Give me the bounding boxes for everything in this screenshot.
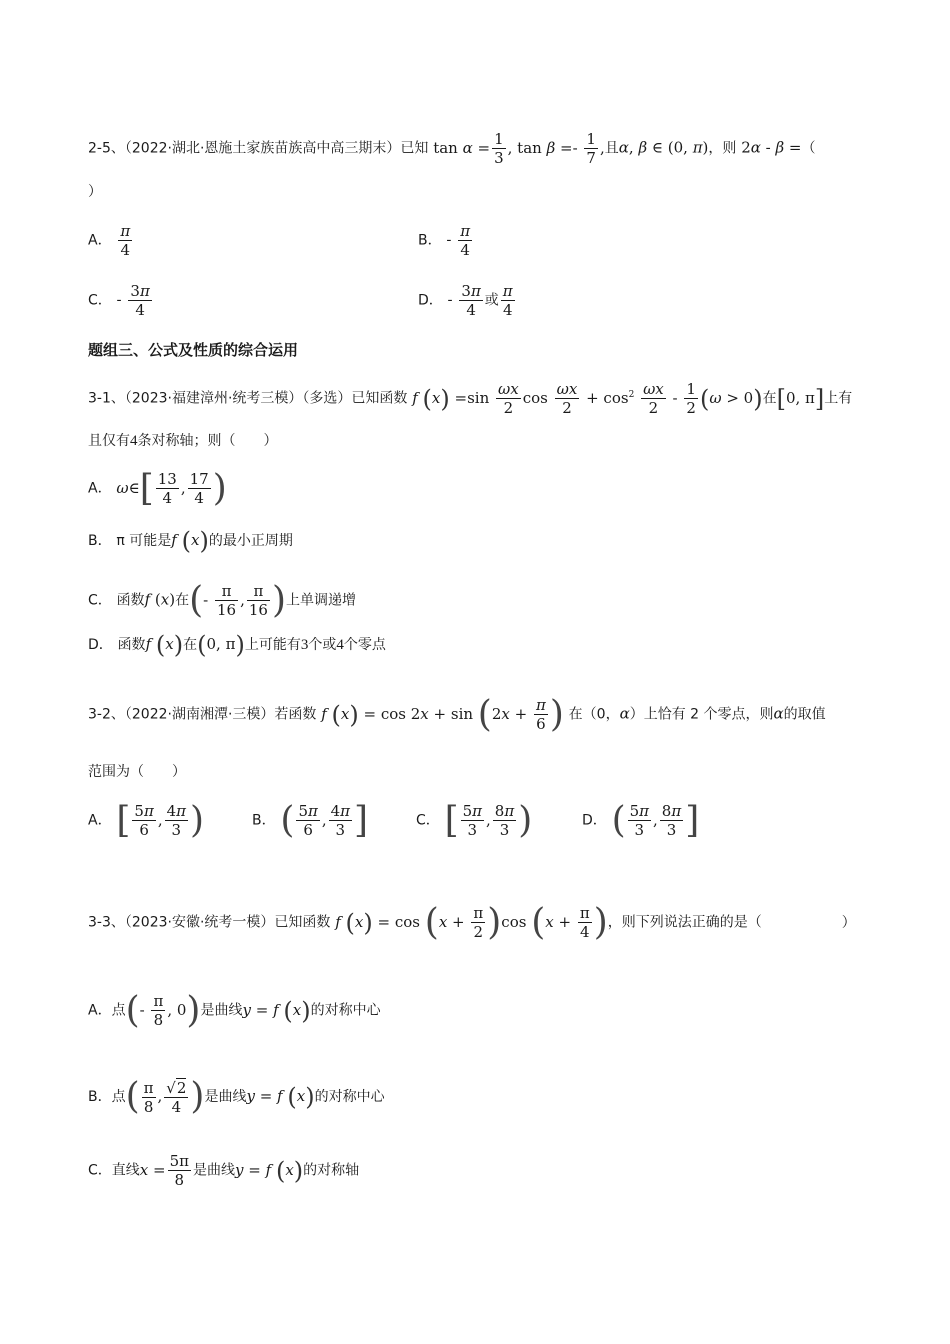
or-text: 或 [484, 292, 499, 309]
choice-c-math: [ $\frac{5\pi}{3}$ , $\frac{8\pi}{3}$ ) [444, 799, 533, 841]
q31-option-b[interactable] [88, 527, 293, 555]
q31-stem-line2 [88, 430, 278, 451]
option-c-interval: (- $\frac{\pi}{16}$ , $\frac{\pi}{16}$ ) [189, 579, 286, 621]
q25-source: （2022·湖北·恩施土家族苗族高中高三期末） [124, 140, 401, 157]
q32-choice-d[interactable] [582, 799, 700, 841]
option-b-curve: y = f (x) [246, 1083, 315, 1111]
option-c-math: f (x) [144, 590, 176, 609]
option-d-text-3: 上可能有 [244, 637, 301, 653]
choice-label: A． [88, 232, 112, 249]
choice-a-math: $\frac{\pi}{4}$ [120, 222, 131, 259]
choice-d-math-1: $\frac{3\pi}{4}$ [461, 282, 481, 319]
choice-b-math: $\frac{\pi}{4}$ [460, 222, 471, 259]
choice-label: C． [416, 812, 440, 829]
option-b-text: π 可能是 [116, 533, 172, 549]
choice-label: B． [418, 232, 442, 249]
option-label: C． [88, 592, 112, 609]
q33-number: 3-3、 [88, 914, 125, 931]
q32-choice-a[interactable] [88, 799, 205, 841]
q31-tail: 上有 [824, 390, 853, 407]
option-label: D． [88, 637, 113, 653]
q32-function-math: f (x) = cos 2x + sin (2x + $\frac{\pi}{6}$ ) [321, 693, 564, 735]
q33-option-a[interactable] [88, 989, 381, 1031]
q25-choice-a[interactable] [88, 222, 134, 259]
choice-a-math: [ $\frac{5\pi}{6}$ , $\frac{4\pi}{3}$ ) [116, 799, 205, 841]
option-label: A． [88, 480, 112, 497]
q32-alpha: α [619, 704, 630, 723]
option-a-curve: y = f (x) [242, 996, 311, 1025]
option-a-text-3: 的对称中心 [310, 1002, 381, 1019]
q31-line2: 且仅有 [88, 433, 130, 449]
q31-option-a[interactable] [88, 467, 227, 509]
option-a-point: (- $\frac{\pi}{8}$ , 0) [125, 989, 201, 1031]
q33-function-math: f (x) = cos (x + $\frac{\pi}{2}$ )cos (x + $\frac{\pi}{4}$ ) [335, 901, 608, 943]
choice-label: A． [88, 812, 112, 829]
q25-number: 2-5、 [88, 140, 125, 157]
q33-close: ） [841, 914, 856, 931]
q31-number: 3-1、 [88, 390, 125, 407]
q25-target-math: 2α - β = [741, 138, 802, 157]
q31-in: 在 [762, 390, 777, 407]
option-d-text: 函数 [117, 637, 146, 653]
q32-alpha-2: α [773, 704, 784, 723]
option-b-text-3: 的对称中心 [314, 1089, 385, 1105]
choice-d-math-2: $\frac{\pi}{4}$ [502, 282, 513, 319]
q31-function-math: f (x) =sin $\frac{\omega x}{2}$ cos $\frac{\omega x}{2}$ + $\cos^2$ $\frac{\omega x}{2}$ - $\frac{1}{2}$ (ω > 0) [412, 380, 763, 417]
option-a-math: ω∈[ $\frac{13}{4}$ , $\frac{17}{4}$ ) [116, 467, 227, 509]
q31-option-d[interactable] [88, 631, 386, 659]
q32-choice-b[interactable] [252, 799, 369, 841]
option-d-n3: 3 [300, 637, 309, 653]
q25-known: 已知 [400, 140, 429, 157]
option-b-text-2: 是曲线 [204, 1089, 247, 1105]
q33-source: （2023·安徽·统考一模） [124, 914, 275, 931]
q25-then: ，则 [708, 140, 737, 157]
option-c-text: 函数 [116, 592, 145, 609]
choice-label: B． [252, 812, 276, 829]
option-c-text-2: 是曲线 [193, 1162, 235, 1179]
option-b-text: 点 [111, 1089, 126, 1105]
q25-condition-math: tan α = $\frac{1}{3}$ , tan β =- $\frac{1}{7}$ , [433, 130, 605, 167]
q33-lead: 已知函数 [274, 914, 331, 931]
choice-b-math: ( $\frac{5\pi}{6}$ , $\frac{4\pi}{3}$ ] [280, 799, 369, 841]
option-d-n4: 4 [336, 637, 344, 653]
q32-tail3: 的取值 [783, 706, 826, 723]
option-d-math: f (x) [145, 631, 184, 659]
q31-interval-math: [0, π] [776, 384, 825, 413]
choice-d-math: ( $\frac{5\pi}{3}$ , $\frac{8\pi}{3}$ ] [611, 799, 700, 841]
q25-choice-b[interactable]: B． - $\frac{\pi}{4}$ [418, 222, 471, 259]
q32-stem [88, 693, 826, 735]
option-a-text-2: 是曲线 [200, 1002, 243, 1019]
q32-lead: 若函数 [274, 706, 317, 723]
q32-tail: 在（0， [568, 706, 620, 723]
option-a-text: 点 [111, 1002, 126, 1019]
option-label: A． [88, 1002, 112, 1019]
q32-stem-line2: 范围为（ ） [88, 764, 186, 780]
option-label: C． [88, 1162, 112, 1179]
choice-label: D． [582, 812, 607, 829]
q31-lead: 已知函数 [351, 390, 408, 407]
option-b-math: f (x) [171, 527, 209, 555]
section-heading: 题组三、公式及性质的综合运用 [88, 341, 299, 359]
q32-source: （2022·湖南湘潭·三模） [124, 706, 275, 723]
option-c-line: x = $\frac{5\pi}{8}$ [139, 1152, 189, 1189]
option-d-text-2: 在 [183, 637, 198, 653]
q25-and: 且 [604, 140, 619, 157]
option-c-text-3: 的对称轴 [303, 1162, 360, 1179]
option-d-text-4: 个零点 [343, 637, 386, 653]
q31-multi: （多选） [302, 390, 352, 407]
q32-number: 3-2、 [88, 706, 125, 723]
q31-stem [88, 380, 852, 417]
option-c-text: 直线 [111, 1162, 140, 1179]
option-c-text-3: 上单调递增 [285, 592, 356, 609]
q31-four: 4 [130, 433, 138, 449]
q25-close-paren: ） [88, 184, 102, 200]
q25-choice-d[interactable]: D． - $\frac{3\pi}{4}$ 或 $\frac{\pi}{4}$ [418, 282, 513, 319]
q31-option-c[interactable] [88, 579, 356, 621]
option-c-curve: y = f (x) [235, 1156, 304, 1185]
q33-option-b[interactable] [88, 1078, 385, 1116]
q32-choice-c[interactable] [416, 799, 533, 841]
option-label: B． [88, 533, 112, 549]
q33-tail: ，则下列说法正确的是（ [607, 914, 762, 931]
choice-label: D． [418, 292, 443, 309]
q31-source: （2023·福建漳州·统考三模） [124, 390, 303, 407]
choice-label: C． [88, 292, 112, 309]
option-b-point: ( $\frac{\pi}{8}$ , $\frac{√2}{4}$ ) [125, 1076, 205, 1117]
q25-open-paren: （ [801, 140, 816, 157]
q32-tail2: ）上恰有 2 个零点，则 [629, 706, 774, 723]
option-label: B． [88, 1089, 112, 1105]
q25-choice-c[interactable]: C． - $\frac{3\pi}{4}$ [88, 282, 150, 319]
q25-domain-math: α, β ∈ (0, π) [618, 138, 709, 157]
option-c-text-2: 在 [175, 592, 190, 609]
q33-option-c[interactable] [88, 1152, 359, 1189]
q33-stem [88, 901, 856, 943]
choice-c-math: $\frac{3\pi}{4}$ [130, 282, 150, 319]
option-b-text-2: 的最小正周期 [208, 533, 293, 549]
q25-stem [88, 130, 816, 167]
option-d-interval: (0, π) [197, 631, 245, 659]
q31-line2b: 条对称轴；则（ ） [137, 433, 278, 449]
option-d-mid: 个或 [308, 637, 337, 653]
